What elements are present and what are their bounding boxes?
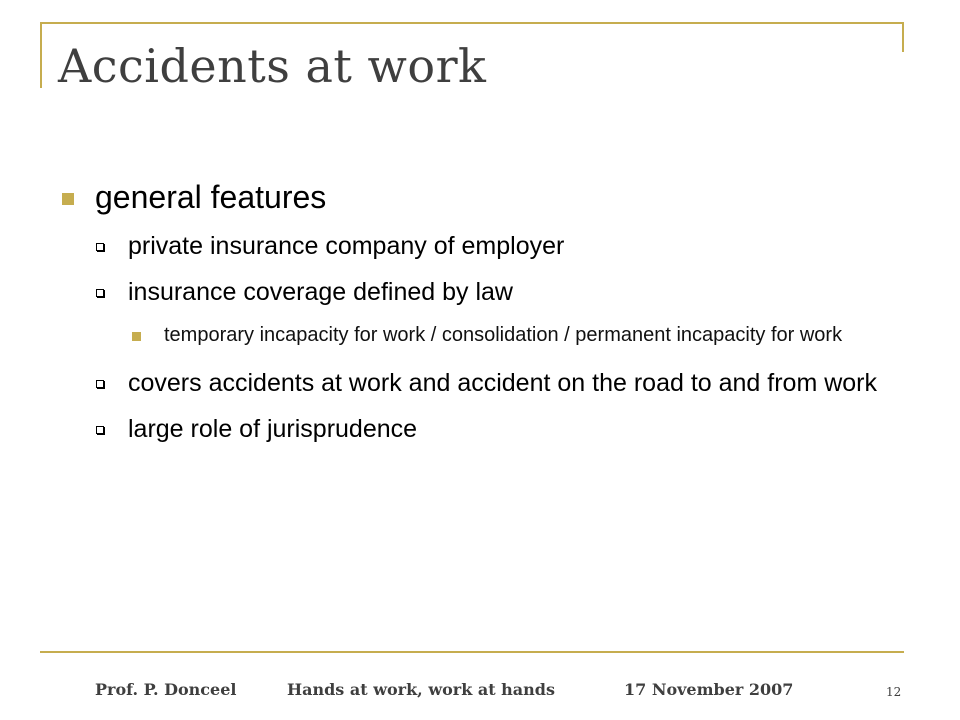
square-bullet-icon	[62, 193, 74, 205]
bullet-text: large role of jurisprudence	[128, 415, 418, 443]
hollow-square-bullet-icon	[96, 380, 104, 388]
bullet-text: covers accidents at work and accident on the road to and from work	[128, 369, 877, 397]
bullet-text: temporary incapacity for work / consolidation / permanent incapacity for work	[164, 324, 843, 346]
bullet-item-insurance-coverage	[60, 275, 920, 309]
bullet-item-incapacity	[60, 321, 920, 350]
hollow-square-bullet-icon	[96, 289, 104, 297]
footer-event: Hands at work, work at hands	[287, 680, 555, 699]
frame-bottom-line	[40, 651, 904, 653]
footer-author: Prof. P. Donceel	[95, 680, 237, 699]
footer-date: 17 November 2007	[624, 680, 794, 699]
slide-title: Accidents at work	[58, 39, 487, 93]
bullet-list	[60, 175, 920, 458]
frame-top-line	[40, 22, 904, 24]
hollow-square-bullet-icon	[96, 243, 104, 251]
bullet-item-private-insurance	[60, 229, 920, 263]
bullet-text: private insurance company of employer	[128, 232, 565, 260]
bullet-text: insurance coverage defined by law	[128, 278, 513, 306]
hollow-square-bullet-icon	[96, 426, 104, 434]
frame-left-line	[40, 22, 42, 88]
bullet-item-general-features	[60, 175, 920, 219]
square-bullet-icon	[132, 332, 141, 341]
page-number: 12	[886, 685, 902, 699]
bullet-item-covers-accidents	[60, 366, 920, 400]
bullet-text: general features	[95, 179, 327, 215]
frame-right-line	[902, 22, 904, 52]
bullet-item-jurisprudence	[60, 412, 920, 446]
